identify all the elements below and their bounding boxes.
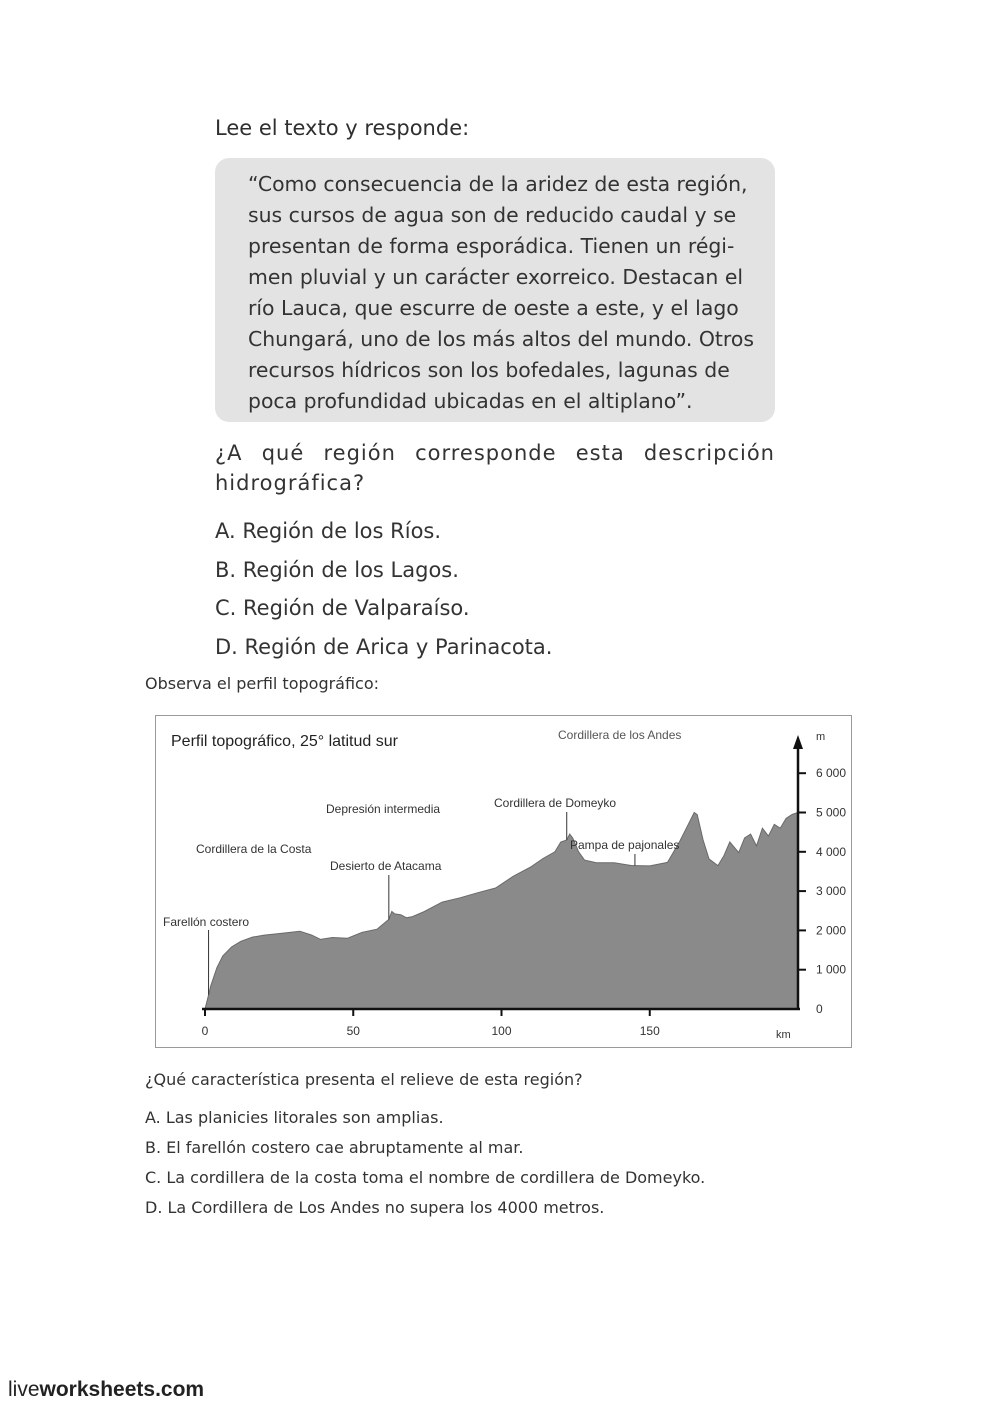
chart-title: Perfil topográfico, 25° latitud sur <box>171 733 398 750</box>
y-tick-label: 4 000 <box>816 844 847 859</box>
question2-option-d[interactable]: D. La Cordillera de Los Andes no supera los 4000 metros. <box>145 1198 605 1217</box>
quote-box <box>215 158 775 422</box>
quote-line: río Lauca, que escurre de oeste a este, y el lago <box>248 296 739 320</box>
y-tick-label: 2 000 <box>816 923 847 938</box>
question1-instruction: Lee el texto y responde: <box>215 116 470 140</box>
question1-option-a[interactable]: A. Región de los Ríos. <box>215 519 442 543</box>
footer-brand <box>8 1378 204 1402</box>
quote-line: sus cursos de agua son de reducido caudal y se <box>248 203 737 227</box>
annotation-domeyko: Cordillera de Domeyko <box>494 796 617 810</box>
chart-svg <box>156 716 853 1049</box>
question1-text: ¿A qué región corresponde esta descripción hidrográfica? <box>215 441 775 495</box>
annotation-farellon: Farellón costero <box>163 915 250 929</box>
quote-line: presentan de forma esporádica. Tienen un régi- <box>248 234 735 258</box>
annotation-pampa: Pampa de pajonales <box>570 838 680 852</box>
quote-line: poca profundidad ubicadas en el altiplano”. <box>248 389 693 413</box>
quote-text <box>248 169 765 417</box>
question1-options <box>215 512 552 666</box>
topographic-profile-chart <box>155 715 852 1048</box>
y-tick-label: 1 000 <box>816 962 847 977</box>
x-tick-label: 100 <box>491 1024 512 1038</box>
question2-text: ¿Qué característica presenta el relieve de esta región? <box>145 1070 583 1089</box>
annotation-depresion: Depresión intermedia <box>326 802 441 816</box>
y-axis-arrow <box>793 735 803 749</box>
question1-option-b[interactable]: B. Región de los Lagos. <box>215 557 459 582</box>
brand-prefix: live <box>8 1378 40 1401</box>
x-axis-label: km <box>776 1029 791 1041</box>
question1-option-c[interactable]: C. Región de Valparaíso. <box>215 596 470 620</box>
quote-line: recursos hídricos son los bofedales, lagunas de <box>248 358 730 382</box>
x-tick-label: 0 <box>201 1024 209 1038</box>
annotation-costa: Cordillera de la Costa <box>196 842 312 856</box>
question2-option-b[interactable]: B. El farellón costero cae abruptamente al mar. <box>145 1138 524 1157</box>
quote-line: men pluvial y un carácter exorreico. Destacan el <box>248 265 744 289</box>
y-tick-label: 5 000 <box>816 805 847 820</box>
x-tick-label: 50 <box>346 1024 360 1038</box>
question2-instruction: Observa el perfil topográfico: <box>145 674 380 693</box>
y-tick-label: 3 000 <box>816 884 847 899</box>
quote-line: Chungará, uno de los más altos del mundo. Otros <box>248 327 754 351</box>
annotation-atacama: Desierto de Atacama <box>330 859 442 873</box>
annotation-andes: Cordillera de los Andes <box>558 728 682 742</box>
x-tick-label: 150 <box>639 1024 660 1038</box>
y-axis-label: m <box>816 731 826 743</box>
y-tick-label: 6 000 <box>816 766 847 781</box>
question2-options <box>145 1103 705 1223</box>
brand-suffix: worksheets.com <box>39 1378 205 1401</box>
quote-line: “Como consecuencia de la aridez de esta región, <box>248 172 748 196</box>
question2-option-c[interactable]: C. La cordillera de la costa toma el nombre de cordillera de Domeyko. <box>145 1168 706 1187</box>
question1-option-d[interactable]: D. Región de Arica y Parinacota. <box>215 634 553 659</box>
question2-option-a[interactable]: A. Las planicies litorales son amplias. <box>145 1108 444 1127</box>
y-tick-label: 0 <box>816 1002 823 1016</box>
